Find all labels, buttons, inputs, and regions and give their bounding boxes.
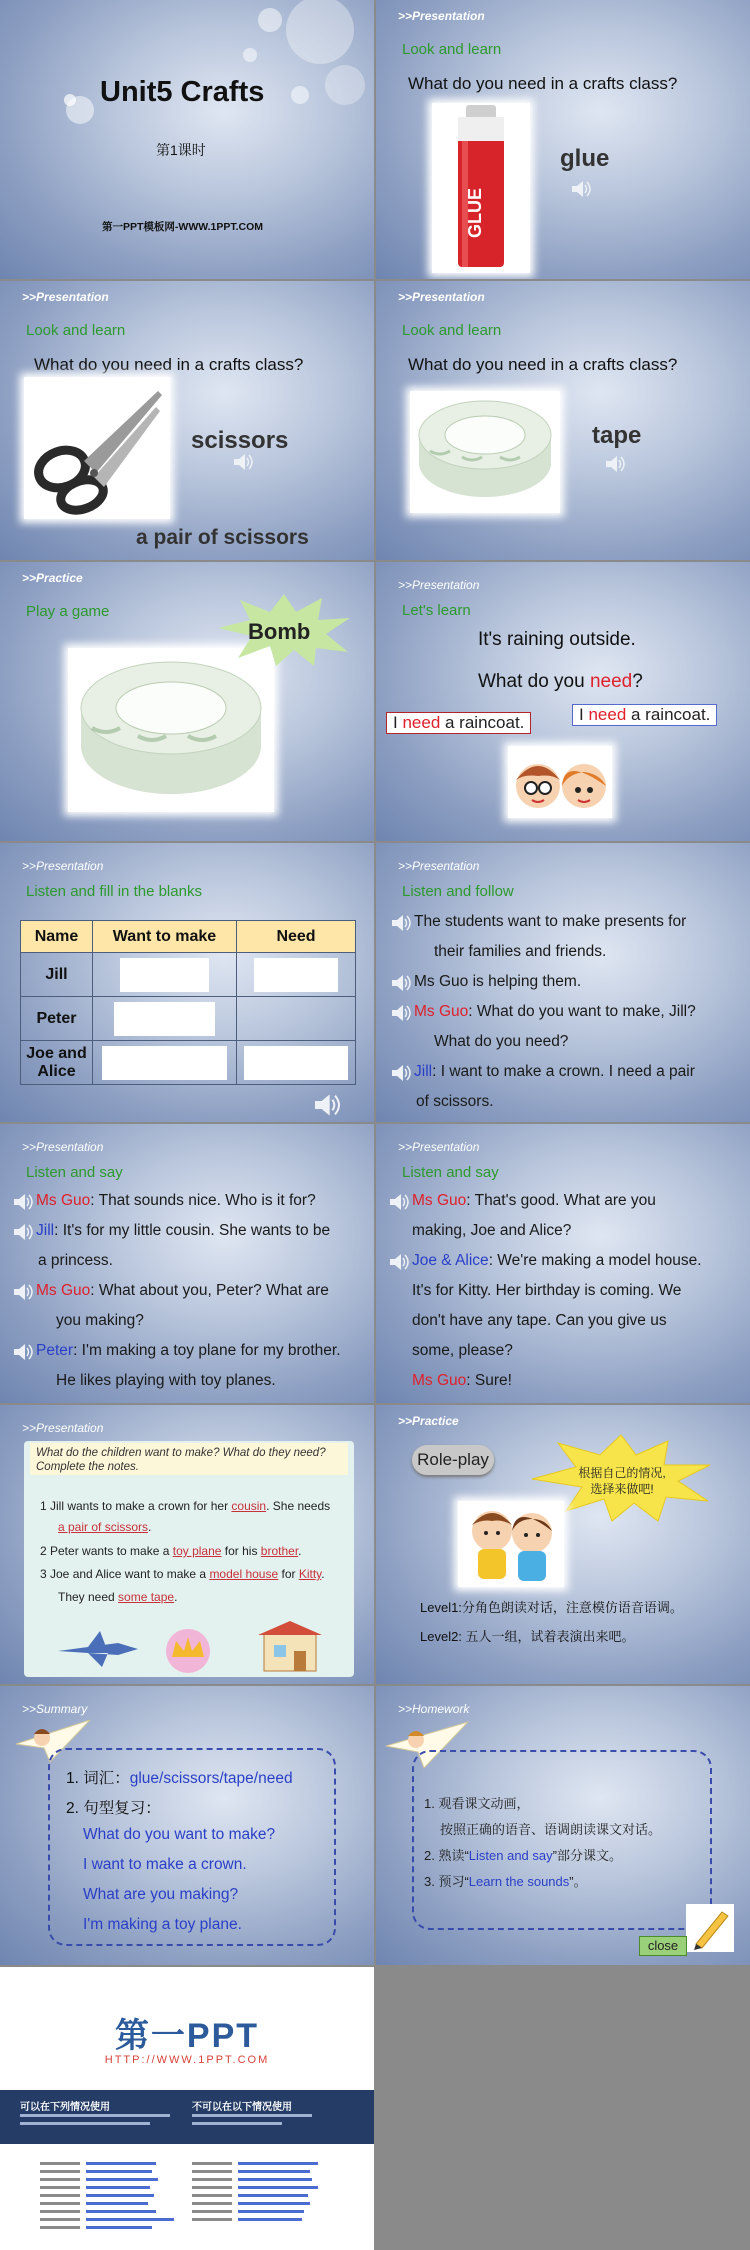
section-label: >>Presentation <box>398 578 480 592</box>
answer: model house <box>209 1567 279 1581</box>
section-label: >>Presentation <box>22 1140 104 1154</box>
dialogue-line: : Sure! <box>466 1372 512 1389</box>
column-header: Name <box>21 921 93 953</box>
fill-blank-table <box>20 920 356 1085</box>
blank-cell <box>93 953 237 997</box>
star-line: 根据自己的情况, <box>578 1466 666 1480</box>
dialogue-line: you making? <box>56 1312 144 1329</box>
speaker-icon[interactable] <box>388 1252 410 1270</box>
slide-subtitle: Play a game <box>26 603 110 620</box>
text-part: . <box>298 1544 302 1558</box>
speaker-icon[interactable] <box>232 453 254 471</box>
column-header: Want to make <box>93 921 237 953</box>
text-part: Learn the sounds <box>468 1874 570 1889</box>
text-part: Listen and say <box>468 1848 553 1863</box>
speaker-icon[interactable] <box>312 1093 342 1117</box>
crafts-illustration <box>48 1621 338 1675</box>
speaker-name: Peter <box>36 1342 74 1359</box>
dialogue-line: : That sounds nice. Who is it for? <box>90 1192 316 1209</box>
speaker-icon[interactable] <box>12 1222 34 1240</box>
slide-listen-say-1 <box>0 1124 374 1403</box>
homework-1: 1. 观看课文动画， <box>424 1796 530 1811</box>
forbidden-details <box>192 2114 312 2117</box>
text-part: a raincoat. <box>440 713 525 732</box>
blank-cell <box>237 1041 356 1085</box>
speaker-name: Ms Guo <box>36 1282 91 1299</box>
slide-subtitle: Let's learn <box>402 602 471 619</box>
text-part: 3 Joe and Alice want to make a <box>40 1567 210 1581</box>
glue-label: GLUE <box>465 187 485 239</box>
answer: cousin <box>231 1499 267 1513</box>
section-label: >>Presentation <box>22 1421 104 1435</box>
speaker-name: Joe & Alice <box>412 1252 489 1269</box>
dialogue-line: don't have any tape. Can you give us <box>412 1312 667 1329</box>
slide-question: What do you need in a crafts class? <box>408 355 678 374</box>
role-play-label: Role-play <box>417 1450 489 1469</box>
site-credit: 第一PPT模板网-WWW.1PPT.COM <box>102 221 263 233</box>
text-part: 3. 预习“ <box>424 1874 469 1889</box>
speaker-name: Jill <box>414 1063 433 1080</box>
keyword-need: need <box>402 713 441 732</box>
text-part: . <box>321 1567 325 1581</box>
table-row <box>21 953 356 997</box>
forbidden-heading: 不可以在以下情况使用 <box>192 2102 292 2113</box>
speaker-name: Ms Guo <box>414 1003 469 1020</box>
slide-subtitle: Look and learn <box>402 41 502 58</box>
answer-blank[interactable] <box>254 958 339 992</box>
section-label: >>Presentation <box>398 859 480 873</box>
notes-instructions <box>30 1443 348 1475</box>
slide-subtitle: Look and learn <box>402 322 502 339</box>
note-2 <box>40 1544 302 1558</box>
lesson-number: 第1课时 <box>156 142 206 158</box>
slide-scissors <box>0 281 374 560</box>
speech-bubble-left <box>386 712 531 734</box>
role-play-badge <box>412 1445 494 1475</box>
blank-cell <box>237 997 356 1041</box>
level2-task: Level2: 五人一组，试着表演出来吧。 <box>420 1629 635 1644</box>
sentence-need <box>478 671 643 693</box>
slide-summary <box>0 1686 374 1965</box>
blank-cell <box>237 953 356 997</box>
kids-image <box>458 1501 564 1587</box>
allowed-heading: 可以在下列情况使用 <box>20 2102 110 2113</box>
homework-1b: 按照正确的语音、语调朗读课文对话。 <box>440 1822 662 1837</box>
section-label: >>Presentation <box>22 859 104 873</box>
brand-url: HTTP://WWW.1PPT.COM <box>104 2054 270 2066</box>
text-part: ”。 <box>569 1874 587 1889</box>
bomb-label: Bomb <box>248 619 311 644</box>
slide-subtitle: Look and learn <box>26 322 126 339</box>
speaker-icon[interactable] <box>12 1282 34 1300</box>
instruction-line: Complete the notes. <box>36 1461 139 1473</box>
scissors-image <box>24 377 170 519</box>
allowed-details <box>20 2114 170 2117</box>
section-label: >>Practice <box>22 571 83 585</box>
dialogue-line: a princess. <box>38 1252 113 1269</box>
answer-blank[interactable] <box>244 1046 348 1080</box>
slide-lets-learn <box>376 562 750 841</box>
dialogue-line: He likes playing with toy planes. <box>56 1372 276 1389</box>
kids-image <box>508 746 612 818</box>
speaker-name: Jill <box>36 1222 55 1239</box>
keyword-need: need <box>588 705 627 724</box>
name-cell: Joe and Alice <box>21 1041 93 1085</box>
level1-task: Level1:分角色朗读对话，注意模仿语音语调。 <box>420 1600 683 1615</box>
slide-tape <box>376 281 750 560</box>
speaker-icon[interactable] <box>390 1003 412 1021</box>
slide-title <box>0 0 374 279</box>
speaker-name: Ms Guo <box>412 1372 467 1389</box>
text-part: . <box>148 1520 152 1534</box>
section-label: >>Presentation <box>398 9 485 23</box>
note-3 <box>40 1567 325 1581</box>
dialogue-line: : That's good. What are you <box>466 1192 656 1209</box>
dialogue-line: What do you need? <box>434 1033 569 1050</box>
answer-blank[interactable] <box>114 1002 214 1036</box>
dialogue-line: The students want to make presents for <box>414 913 687 930</box>
dialogue-line: their families and friends. <box>434 943 607 960</box>
column-header: Need <box>237 921 356 953</box>
tape-image <box>410 391 560 513</box>
speaker-name: Ms Guo <box>36 1192 91 1209</box>
forbidden-details <box>192 2122 282 2125</box>
pattern-2: I want to make a crown. <box>83 1856 247 1873</box>
text-part: 1 Jill wants to make a crown for her <box>40 1499 232 1513</box>
slide-question: What do you need in a crafts class? <box>408 74 678 93</box>
vocab-word-glue: glue <box>560 145 610 172</box>
note-1 <box>40 1499 330 1513</box>
text-part: for <box>278 1567 299 1581</box>
pattern-4: I'm making a toy plane. <box>83 1916 242 1933</box>
slide-game <box>0 562 374 841</box>
answer: toy plane <box>172 1544 222 1558</box>
vocab-word-tape: tape <box>592 422 642 449</box>
text-part: for his <box>221 1544 261 1558</box>
close-button[interactable] <box>639 1936 687 1956</box>
section-label: >>Presentation <box>398 1140 480 1154</box>
homework-box <box>412 1750 712 1930</box>
speaker-icon[interactable] <box>390 973 412 991</box>
section-label: >>Presentation <box>398 290 485 304</box>
link-list <box>40 2160 340 2240</box>
answer: Kitty <box>298 1567 322 1581</box>
slide-homework <box>376 1686 750 1965</box>
speaker-icon[interactable] <box>570 180 592 198</box>
pattern-1: What do you want to make? <box>83 1826 276 1843</box>
speaker-icon[interactable] <box>604 455 626 473</box>
section-label: >>Summary <box>22 1702 88 1716</box>
slide-title-text: Unit5 Crafts <box>100 76 265 108</box>
instruction-line: What do the children want to make? What do they need? <box>36 1447 326 1459</box>
dialogue-line: : What about you, Peter? What are <box>90 1282 329 1299</box>
speaker-icon[interactable] <box>388 1192 410 1210</box>
dialogue-line: making, Joe and Alice? <box>412 1222 572 1239</box>
table-row <box>21 997 356 1041</box>
dialogue-text <box>388 1186 744 1396</box>
speaker-name: Ms Guo <box>412 1192 467 1209</box>
pattern-label: 2. 句型复习： <box>66 1800 161 1817</box>
speech-bubble-right <box>572 704 717 726</box>
homework-3 <box>424 1871 587 1890</box>
text-part: I <box>579 705 589 724</box>
text-part: 2 Peter wants to make a <box>40 1544 173 1558</box>
slide-subtitle: Listen and follow <box>402 883 514 900</box>
slide-notes <box>0 1405 374 1684</box>
pencil-icon <box>686 1904 734 1952</box>
usage-band <box>0 2090 374 2144</box>
vocab-word-scissors: scissors <box>191 427 289 454</box>
star-text <box>562 1465 682 1497</box>
section-label: >>Homework <box>398 1702 470 1716</box>
vocab-row <box>66 1766 293 1788</box>
tape-image <box>68 648 274 812</box>
text-part: I <box>393 713 403 732</box>
text-part: ”部分课文。 <box>552 1848 622 1863</box>
name-cell: Peter <box>21 997 93 1041</box>
table-row <box>21 1041 356 1085</box>
text-part: ? <box>632 671 643 692</box>
text-part: . She needs <box>266 1499 331 1513</box>
blank-cell <box>93 1041 237 1085</box>
dialogue-line: : I'm making a toy plane for my brother. <box>73 1342 341 1359</box>
glue-image <box>432 103 530 273</box>
note-3-cont <box>58 1590 177 1604</box>
blank-cell <box>93 997 237 1041</box>
brand-logo <box>0 2008 374 2057</box>
slide-subtitle: Listen and say <box>26 1164 123 1181</box>
keyword-need: need <box>589 671 633 692</box>
section-label: >>Practice <box>398 1414 459 1428</box>
slide-question: What do you need in a crafts class? <box>34 355 304 374</box>
slide-listen-follow <box>376 843 750 1122</box>
text-part: a raincoat. <box>626 705 711 724</box>
answer-blank[interactable] <box>102 1046 228 1080</box>
pattern-3: What are you making? <box>83 1886 239 1903</box>
dialogue-line: : It's for my little cousin. She wants to be <box>54 1222 331 1239</box>
slide-subtitle: Listen and fill in the blanks <box>26 883 202 900</box>
speaker-icon[interactable] <box>390 1063 412 1081</box>
close-label: close <box>647 1938 679 1953</box>
notes-card <box>24 1441 354 1677</box>
dialogue-text <box>390 907 744 1117</box>
dialogue-text <box>12 1186 368 1396</box>
speaker-icon[interactable] <box>390 913 412 931</box>
star-line: 选择来做吧! <box>590 1482 654 1496</box>
allowed-details <box>20 2122 150 2125</box>
speaker-icon[interactable] <box>12 1192 34 1210</box>
dialogue-line: some, please? <box>412 1342 513 1359</box>
slide-listen-say-2 <box>376 1124 750 1403</box>
answer-blank[interactable] <box>120 958 209 992</box>
dialogue-line: : We're making a model house. <box>488 1252 702 1269</box>
slide-glue <box>376 0 750 279</box>
section-label: >>Presentation <box>22 290 109 304</box>
text-part: What do you <box>478 671 590 692</box>
slide-fill-blanks <box>0 843 374 1122</box>
answer: some tape <box>118 1590 175 1604</box>
text-part: They need <box>58 1590 119 1604</box>
dialogue-line: : I want to make a crown. I need a pair <box>432 1063 695 1080</box>
table-header-row <box>21 921 356 953</box>
dialogue-line: of scissors. <box>416 1093 494 1110</box>
answer: a pair of scissors <box>58 1520 149 1534</box>
slide-role-play <box>376 1405 750 1684</box>
vocab-label: 1. 词汇： <box>66 1770 130 1787</box>
dialogue-line: : What do you want to make, Jill? <box>468 1003 696 1020</box>
slide-subtitle: Listen and say <box>402 1164 499 1181</box>
speaker-icon[interactable] <box>12 1342 34 1360</box>
homework-2 <box>424 1845 622 1864</box>
answer: brother <box>260 1544 299 1558</box>
text-part: 2. 熟读“ <box>424 1848 469 1863</box>
vocab-phrase: a pair of scissors <box>136 526 309 549</box>
vocab-list: glue/scissors/tape/need <box>129 1770 293 1787</box>
text-part: . <box>174 1590 178 1604</box>
slide-brand <box>0 1967 374 2250</box>
sentence-raining: It's raining outside. <box>478 629 636 650</box>
logo-text: 第一PPT <box>114 2017 260 2055</box>
dialogue-line: Ms Guo is helping them. <box>414 973 582 990</box>
name-cell: Jill <box>21 953 93 997</box>
dialogue-line: It's for Kitty. Her birthday is coming. We <box>412 1282 682 1299</box>
note-1-cont <box>58 1520 151 1534</box>
